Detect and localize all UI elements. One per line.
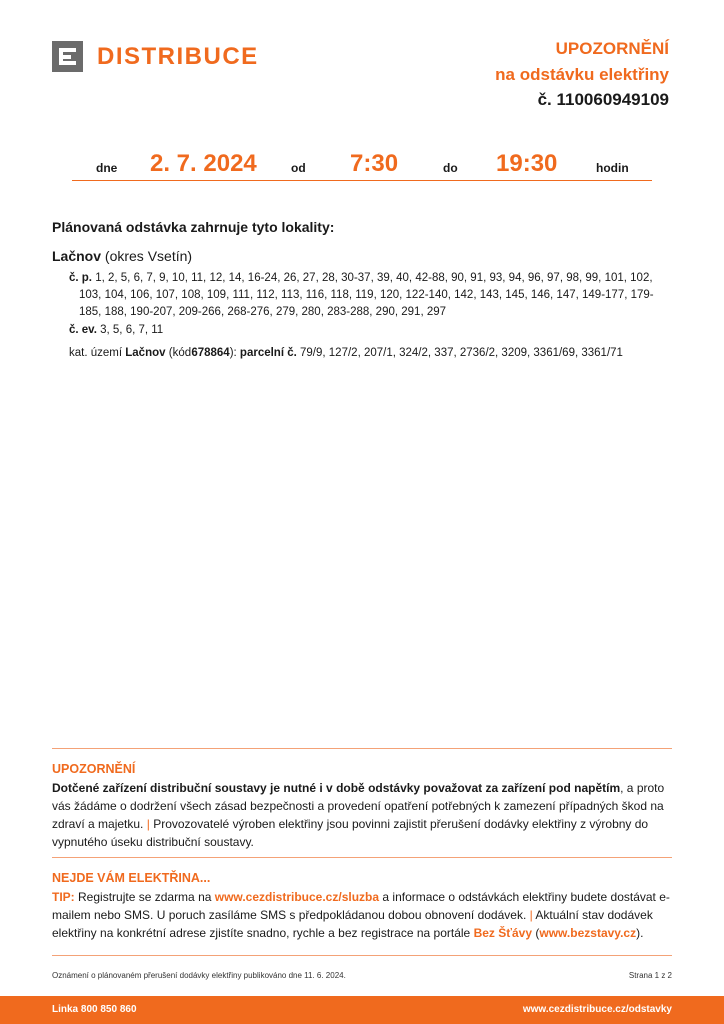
tip-separator: | [529,908,533,922]
registration-numbers [69,322,163,339]
tip-heading: NEJDE VÁM ELEKTŘINA... [52,871,211,885]
company-logo [52,41,259,72]
kat-code-suffix: ): [229,347,237,359]
website-link[interactable]: www.cezdistribuce.cz/odstavky [522,1004,672,1015]
tip-text-3: Aktuální stav dodávek elektřiny na konkrétní adrese zjistíte snadno, rychle a bez registrace na portále [52,908,653,940]
tip-label: TIP: [52,890,75,904]
title-line-1: UPOZORNĚNÍ [555,39,669,58]
tip-text-1: Registrujte se zdarma na [78,890,212,904]
cp-list: 1, 2, 5, 6, 7, 9, 10, 11, 12, 14, 16-24, 26, 27, 28, 30-37, 39, 40, 42-88, 90, 91, 93, 94, 96, 97, 98, 99, 101, 102, 103, 104, 106, 107, 108, 109, 111, 112, 113, 116, 118, 119, 120, 122-140, 142, 143, 145, 146, 147, 149-177, 179-185, 188, 190-207, 209-266, 268-276, 279, 280, 283-288, 290, 291, 297 [79,272,654,318]
from-time: 7:30 [350,150,399,177]
notice-title [495,38,669,112]
divider-bottom [52,955,672,956]
published-note: Oznámení o plánovaném přerušení dodávky elektřiny publikováno dne 11. 6. 2024. [52,971,346,980]
to-label: do [443,161,458,175]
warning-separator: | [146,817,150,831]
tip-text-2: a informace o odstávkách elektřiny budete dostávat e-mailem nebo SMS. U poruch zasíláme SMS s předpokládanou dobou obnovení dodávek. [52,890,670,922]
ev-label: č. ev. [69,324,97,336]
divider-top [52,748,672,749]
portal-name: Bez Šťávy [473,926,533,940]
locality-name [52,248,192,264]
schedule-row [72,148,652,181]
warning-bold: Dotčené zařízení distribuční soustavy je nutné i v době odstávky považovat za zařízení pod napětím [52,781,621,795]
cp-label: č. p. [69,272,93,284]
notice-number: č. 110060949109 [537,90,669,109]
footer-bar [0,996,724,1024]
kat-code: 678864 [191,347,230,359]
warning-text [52,779,677,851]
tip-text [52,888,677,942]
kat-code-prefix: (kód [168,347,192,359]
locality-town: Lačnov [52,248,102,264]
title-line-2: na odstávku elektřiny [495,65,669,84]
hotline[interactable]: Linka 800 850 860 [52,1004,137,1015]
open-paren: ( [535,926,540,940]
registration-link[interactable]: www.cezdistribuce.cz/sluzba [214,890,380,904]
cez-logo-icon [52,41,83,72]
day-label: dne [96,161,118,175]
from-label: od [291,161,306,175]
house-numbers [69,270,669,321]
parcel-label: parcelní č. [239,347,297,359]
page-info: Strana 1 z 2 [628,971,672,980]
outage-date: 2. 7. 2024 [150,150,257,177]
parcel-list: 79/9, 127/2, 207/1, 324/2, 337, 2736/2, 3209, 3361/69, 3361/71 [300,347,623,359]
warning-text-1: , a proto vás žádáme o dodržení všech zásad bezpečnosti a provedení opatření potřebných k zamezení případných škod na zdraví a majetku. [52,781,665,831]
close-paren: ). [636,926,644,940]
hours-label: hodin [596,161,629,175]
locality-district: (okres Vsetín) [104,248,193,264]
localities-heading: Plánovaná odstávka zahrnuje tyto lokality: [52,219,335,235]
portal-link[interactable]: www.bezstavy.cz [539,926,637,940]
warning-text-2: Provozovatelé výroben elektřiny jsou povinni zajistit přerušení dodávky elektřiny z výrobny do vypnutého úseku distribuční soustavy. [52,817,649,849]
divider-middle [52,857,672,858]
kat-prefix: kat. území [69,347,123,359]
ev-list: 3, 5, 6, 7, 11 [100,324,164,336]
warning-heading: UPOZORNĚNÍ [52,762,136,776]
cadastral-parcels [69,345,689,362]
logo-text: DISTRIBUCE [97,43,259,70]
kat-name: Lačnov [125,347,166,359]
to-time: 19:30 [496,150,558,177]
